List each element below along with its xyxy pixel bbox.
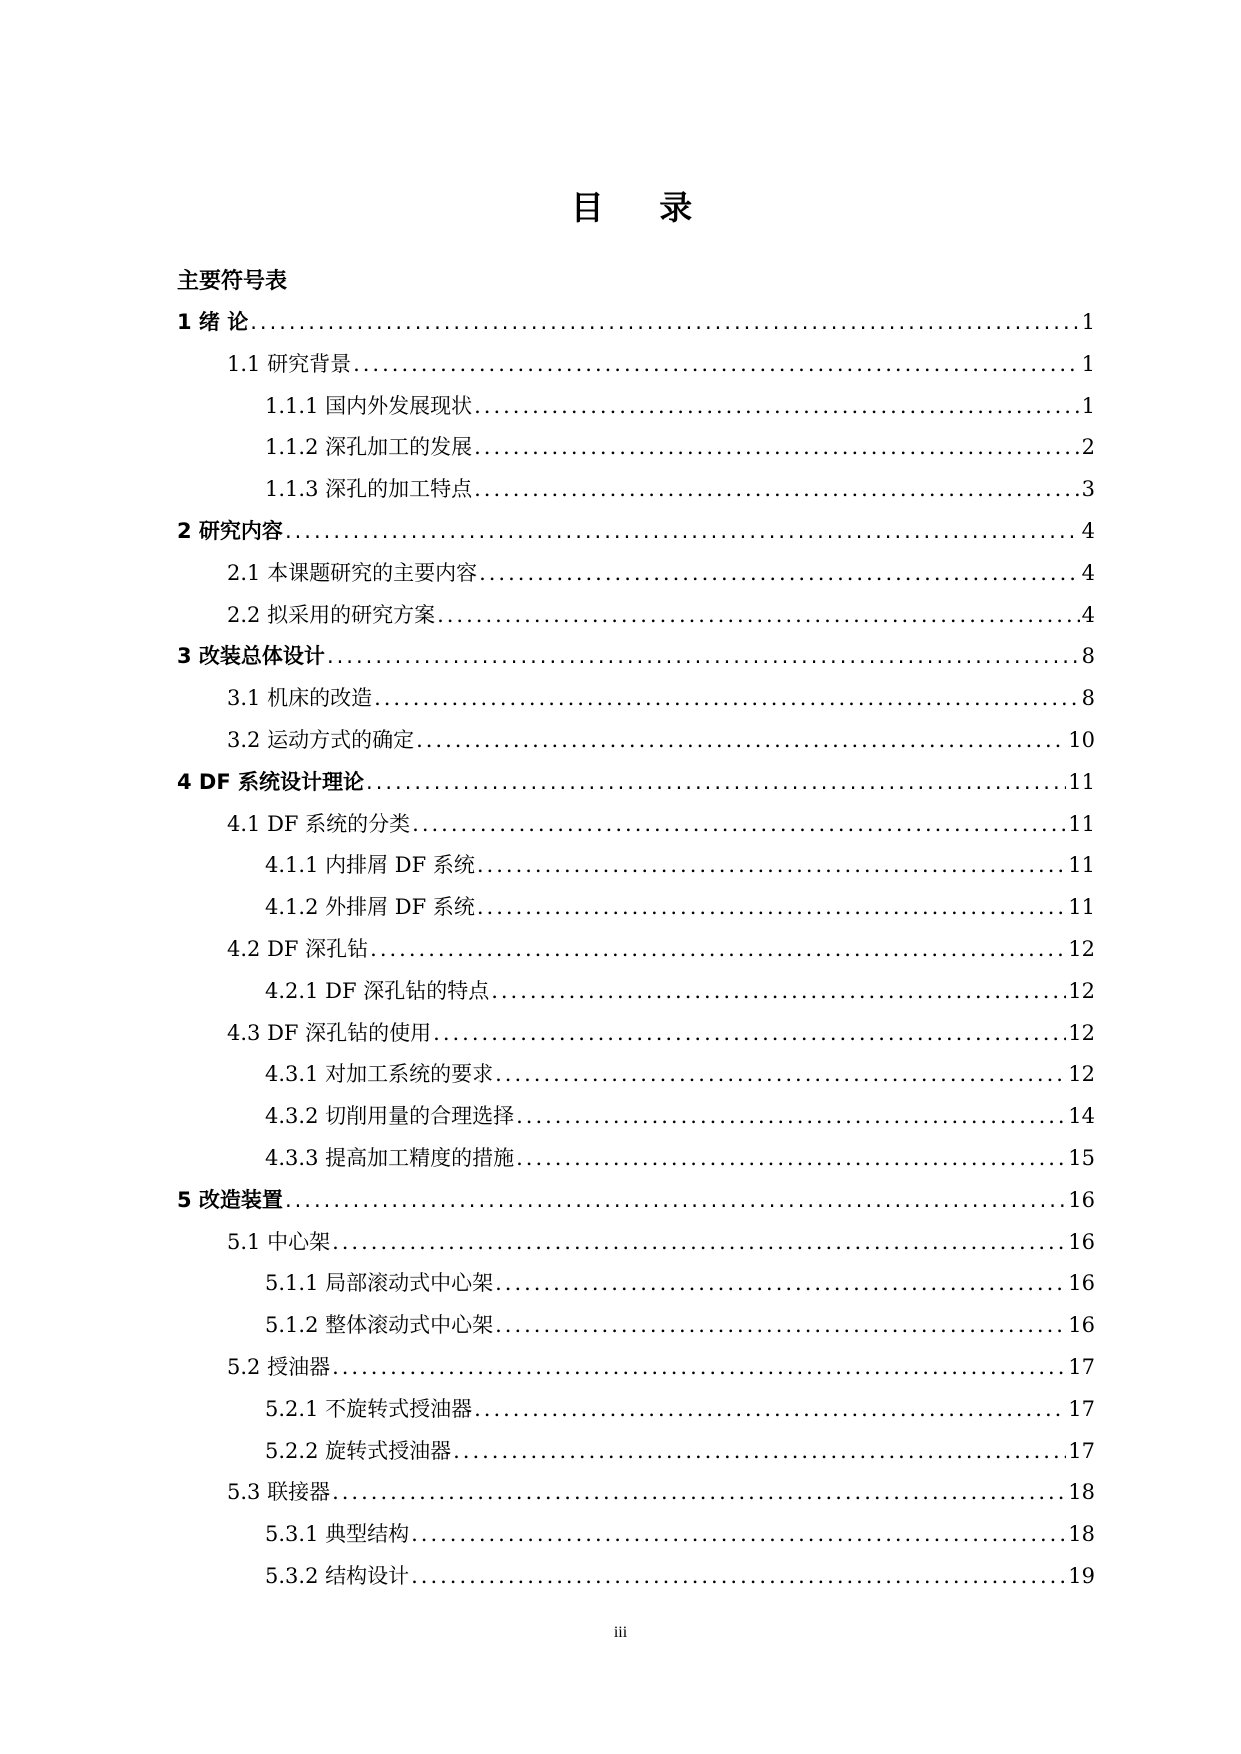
toc-entry-label: 1 绪 论: [177, 310, 249, 334]
toc-entry[interactable]: [177, 720, 1095, 762]
toc-entry[interactable]: [177, 929, 1095, 971]
toc-entry-label: 1.1.1 国内外发展现状: [265, 393, 473, 418]
toc-entry-page: 4: [1081, 560, 1095, 585]
toc-entry-page: 10: [1068, 727, 1095, 752]
toc-entry-label: 1.1 研究背景: [227, 351, 352, 376]
toc-entry-label: 5.3.1 典型结构: [265, 1522, 410, 1547]
toc-entry-label: 5.1 中心架: [227, 1229, 331, 1254]
toc-entry-label: 2 研究内容: [177, 518, 283, 543]
toc-entry[interactable]: [177, 469, 1095, 511]
toc-leader-dots: [250, 302, 1079, 344]
toc-entry[interactable]: [177, 1514, 1095, 1556]
toc-entry-label: 5.3 联接器: [227, 1480, 331, 1505]
toc-entry-label: 2.2 拟采用的研究方案: [227, 602, 436, 627]
toc-entry-label: 4 DF 系统设计理论: [177, 769, 365, 794]
toc-entry-page: 11: [1068, 811, 1095, 836]
toc-entry-page: 4: [1081, 518, 1095, 543]
toc-entry-page: 18: [1068, 1522, 1095, 1547]
toc-entry-page: 8: [1081, 686, 1095, 711]
toc-entry[interactable]: [177, 845, 1095, 887]
toc-entry[interactable]: [177, 1054, 1095, 1096]
toc-entry-label: 1.1.3 深孔的加工特点: [265, 477, 473, 502]
toc-entry-label: 5.1.1 局部滚动式中心架: [265, 1271, 494, 1296]
toc-entry[interactable]: [177, 553, 1095, 595]
toc-entry[interactable]: [177, 1180, 1095, 1222]
table-of-contents: [177, 262, 1095, 1598]
toc-entry[interactable]: [177, 804, 1095, 846]
toc-entry[interactable]: [177, 427, 1095, 469]
toc-leader-dots: [332, 1347, 1066, 1389]
toc-entry[interactable]: [177, 386, 1095, 428]
toc-entry-page: 3: [1081, 477, 1095, 502]
toc-entry-page: 19: [1068, 1563, 1095, 1588]
toc-entry[interactable]: [177, 344, 1095, 386]
toc-entry-label: 4.3.1 对加工系统的要求: [265, 1062, 494, 1087]
toc-leader-dots: [477, 887, 1066, 929]
toc-leader-dots: [332, 1222, 1066, 1264]
toc-leader-dots: [412, 804, 1066, 846]
toc-entry-page: 15: [1068, 1145, 1095, 1170]
toc-entry-page: 1: [1081, 393, 1095, 418]
toc-entry[interactable]: [177, 511, 1095, 553]
toc-entry[interactable]: [177, 1389, 1095, 1431]
toc-entry-page: 16: [1068, 1313, 1095, 1338]
toc-entry-label: 5.2.2 旋转式授油器: [265, 1438, 452, 1463]
toc-leader-dots: [437, 595, 1080, 637]
toc-leader-dots: [495, 1305, 1066, 1347]
toc-leader-dots: [474, 386, 1080, 428]
toc-leader-dots: [474, 469, 1080, 511]
toc-leader-dots: [433, 1013, 1066, 1055]
toc-leader-dots: [416, 720, 1066, 762]
toc-leader-dots: [366, 762, 1066, 804]
toc-entry[interactable]: [177, 762, 1095, 804]
toc-leader-dots: [477, 845, 1066, 887]
toc-entry[interactable]: [177, 1138, 1095, 1180]
symbols-heading: 主要符号表: [177, 269, 288, 294]
toc-entry[interactable]: [177, 1263, 1095, 1305]
toc-entry-label: 3 改装总体设计: [177, 644, 325, 669]
toc-entry-page: 11: [1068, 853, 1095, 878]
toc-entry-page: 11: [1068, 895, 1095, 920]
toc-entry[interactable]: [177, 971, 1095, 1013]
toc-entry-page: 12: [1068, 978, 1095, 1003]
toc-entry[interactable]: [177, 636, 1095, 678]
toc-entry-label: 4.2.1 DF 深孔钻的特点: [265, 978, 490, 1003]
toc-leader-dots: [516, 1096, 1066, 1138]
toc-entry-page: 14: [1068, 1104, 1095, 1129]
toc-entry[interactable]: [177, 1431, 1095, 1473]
toc-entry[interactable]: [177, 1556, 1095, 1598]
toc-entry-page: 11: [1068, 769, 1095, 794]
toc-entry-page: 16: [1068, 1271, 1095, 1296]
toc-leader-dots: [495, 1263, 1066, 1305]
toc-entry-label: 4.2 DF 深孔钻: [227, 936, 369, 961]
toc-entry-page: 12: [1068, 1020, 1095, 1045]
toc-leader-dots: [374, 678, 1080, 720]
toc-entry-page: 8: [1081, 644, 1095, 669]
toc-entries: [177, 302, 1095, 1598]
toc-entry[interactable]: [177, 1347, 1095, 1389]
toc-entry-page: 17: [1068, 1354, 1095, 1379]
toc-entry-page: 17: [1068, 1396, 1095, 1421]
toc-entry[interactable]: [177, 302, 1095, 344]
toc-entry-label: 5.1.2 整体滚动式中心架: [265, 1313, 494, 1338]
toc-leader-dots: [285, 1180, 1066, 1222]
toc-entry-label: 4.3.3 提高加工精度的措施: [265, 1145, 515, 1170]
toc-entry-label: 3.1 机床的改造: [227, 686, 373, 711]
toc-entry[interactable]: [177, 1305, 1095, 1347]
toc-entry-label: 3.2 运动方式的确定: [227, 727, 415, 752]
toc-entry-page: 17: [1068, 1438, 1095, 1463]
toc-entry[interactable]: [177, 1222, 1095, 1264]
toc-entry-page: 16: [1068, 1229, 1095, 1254]
toc-leader-dots: [370, 929, 1066, 971]
page-number: iii: [613, 1624, 628, 1641]
toc-entry[interactable]: [177, 1096, 1095, 1138]
toc-entry-label: 5.2 授油器: [227, 1354, 331, 1379]
toc-leader-dots: [411, 1556, 1066, 1598]
toc-entry-page: 1: [1081, 310, 1095, 334]
toc-leader-dots: [474, 427, 1080, 469]
toc-entry-label: 5.2.1 不旋转式授油器: [265, 1396, 473, 1421]
toc-entry-page: 1: [1081, 351, 1095, 376]
toc-leader-dots: [411, 1514, 1066, 1556]
toc-leader-dots: [495, 1054, 1066, 1096]
toc-entry-label: 4.1.2 外排屑 DF 系统: [265, 895, 475, 920]
toc-entry-page: 4: [1081, 602, 1095, 627]
page-title: 目 录: [570, 188, 715, 227]
toc-entry[interactable]: [177, 678, 1095, 720]
toc-entry[interactable]: [177, 887, 1095, 929]
toc-entry-label: 1.1.2 深孔加工的发展: [265, 435, 473, 460]
toc-entry-label: 2.1 本课题研究的主要内容: [227, 560, 478, 585]
toc-entry-label: 5 改造装置: [177, 1187, 283, 1212]
toc-leader-dots: [516, 1138, 1066, 1180]
toc-entry-page: 12: [1068, 1062, 1095, 1087]
toc-entry-page: 2: [1081, 435, 1095, 460]
toc-entry-label: 4.1.1 内排屑 DF 系统: [265, 853, 475, 878]
toc-entry[interactable]: [177, 595, 1095, 637]
toc-leader-dots: [332, 1472, 1066, 1514]
toc-entry-label: 4.3 DF 深孔钻的使用: [227, 1020, 432, 1045]
toc-entry-page: 16: [1068, 1187, 1095, 1212]
toc-entry[interactable]: [177, 1013, 1095, 1055]
toc-leader-dots: [453, 1431, 1066, 1473]
toc-leader-dots: [327, 636, 1080, 678]
toc-entry-label: 4.1 DF 系统的分类: [227, 811, 411, 836]
toc-leader-dots: [285, 511, 1080, 553]
toc-leader-dots: [491, 971, 1066, 1013]
toc-entry-label: 4.3.2 切削用量的合理选择: [265, 1104, 515, 1129]
toc-leader-dots: [353, 344, 1080, 386]
toc-entry-page: 18: [1068, 1480, 1095, 1505]
toc-entry-page: 12: [1068, 936, 1095, 961]
toc-entry[interactable]: [177, 1472, 1095, 1514]
toc-leader-dots: [474, 1389, 1066, 1431]
toc-entry-label: 5.3.2 结构设计: [265, 1563, 410, 1588]
toc-leader-dots: [479, 553, 1080, 595]
